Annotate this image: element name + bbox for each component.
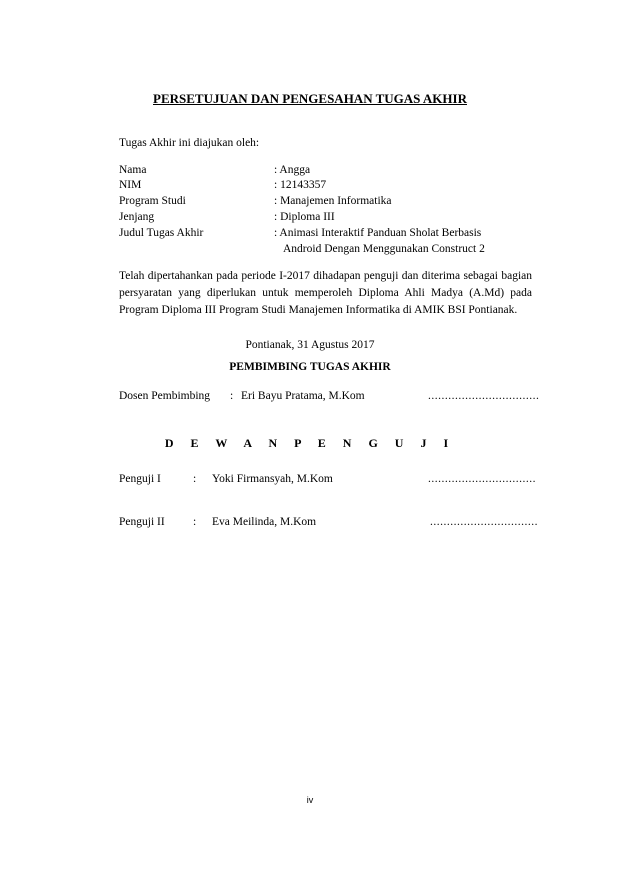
page-number: iv [306, 795, 314, 805]
place-date: Pontianak, 31 Agustus 2017 [245, 339, 375, 351]
field-label-jenjang: Jenjang [119, 211, 155, 223]
field-value-judul-continuation: Android Dengan Menggunakan Construct 2 [283, 243, 485, 255]
examiner-2-name: Eva Meilinda, M.Kom [212, 516, 317, 528]
examiner-2-label: Penguji II [119, 516, 165, 528]
intro-text: Tugas Akhir ini diajukan oleh: [119, 137, 260, 149]
examiner-1-signature-line: ................................ [428, 473, 536, 485]
supervisor-colon: : [230, 390, 234, 402]
document-title: PERSETUJUAN DAN PENGESAHAN TUGAS AKHIR [153, 91, 467, 106]
supervisor-name: Eri Bayu Pratama, M.Kom [241, 390, 365, 402]
examiner-2-signature-line: ................................ [430, 516, 538, 528]
supervisor-heading: PEMBIMBING TUGAS AKHIR [229, 361, 391, 373]
examiner-1-name: Yoki Firmansyah, M.Kom [212, 473, 333, 485]
field-value-program-studi: : Manajemen Informatika [274, 195, 392, 207]
field-label-nim: NIM [119, 179, 142, 191]
field-value-nim: : 12143357 [274, 179, 327, 191]
field-value-judul: : Animasi Interaktif Panduan Sholat Berbasis [274, 227, 482, 239]
examiners-heading: D E W A N P E N G U J I [164, 436, 456, 450]
field-label-nama: Nama [119, 164, 147, 176]
approval-paragraph: Telah dipertahankan pada periode I-2017 dihadapan penguji dan diterima sebagai bagian persyaratan yang diperlukan untuk memperoleh Diploma Ahli Madya (A.Md) pada Program Diploma III Program Studi Manajemen Informatika di AMIK BSI Pontianak. [119, 270, 532, 316]
examiner-1-colon: : [193, 473, 197, 485]
supervisor-signature-line: ................................. [428, 390, 540, 402]
field-value-jenjang: : Diploma III [274, 211, 335, 223]
examiner-2-colon: : [193, 516, 197, 528]
supervisor-label: Dosen Pembimbing [119, 390, 211, 402]
field-value-nama: : Angga [274, 164, 311, 176]
field-label-program-studi: Program Studi [119, 195, 186, 207]
examiner-1-label: Penguji I [119, 473, 161, 485]
field-label-judul: Judul Tugas Akhir [119, 227, 204, 239]
